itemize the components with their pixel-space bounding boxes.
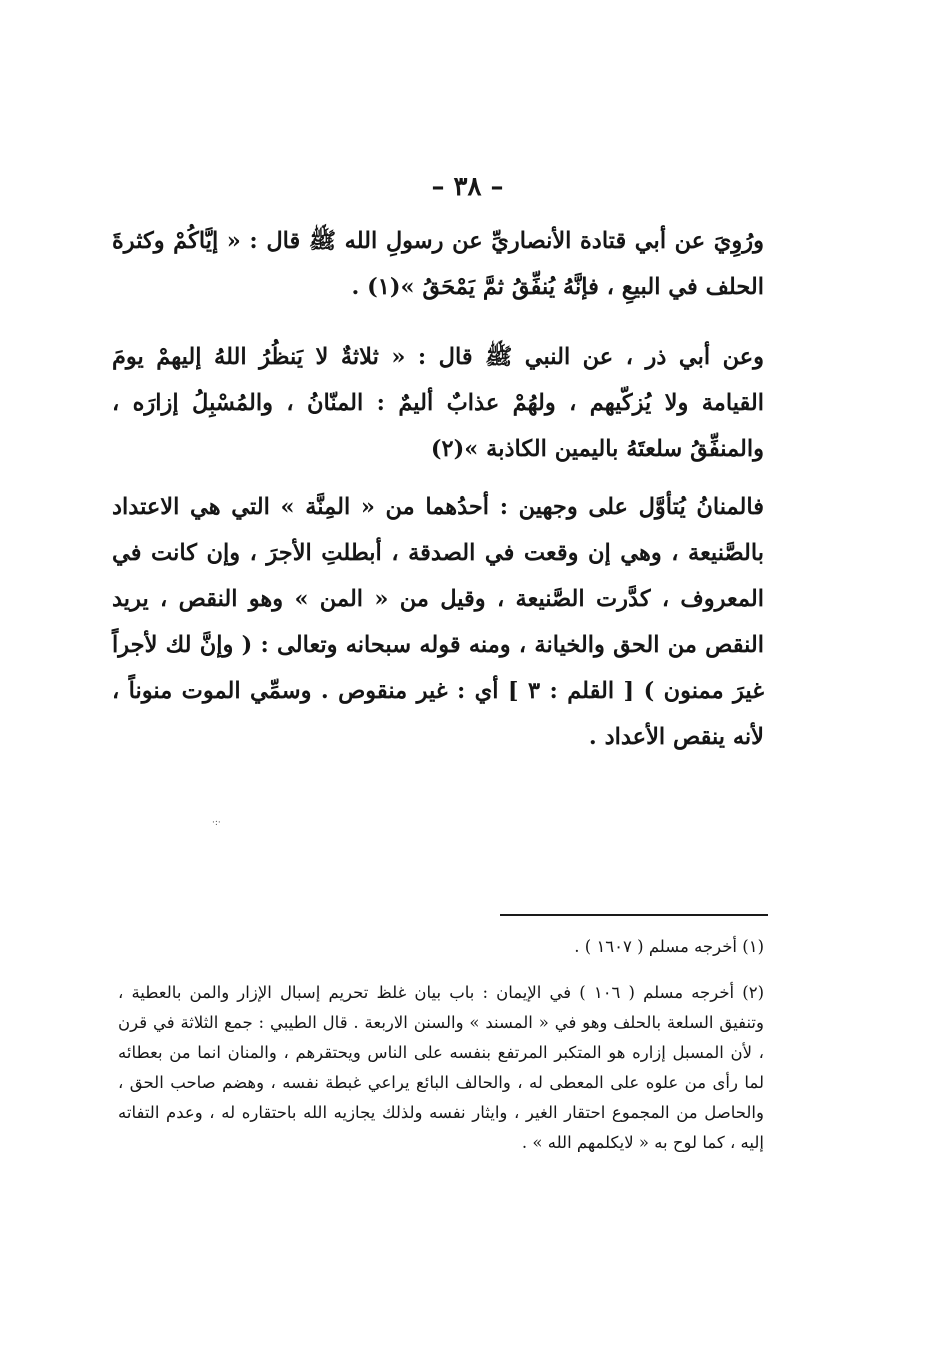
paragraph-text: وعن أبي ذر ، عن النبي ﷺ قال : « ثلاثةٌ لا يَنظُرُ اللهُ إليهمْ يومَ القيامة ولا يُزكّيهم ، ولهُمْ عذابٌ أليمٌ : المنّانُ ، والمُسْبِلُ إزارَه ، والمنفِّقُ سلعتَهُ باليمين الكاذبة »(٢): [112, 344, 764, 462]
scan-speck: ·:·: [212, 818, 221, 828]
footnote-text: (١) أخرجه مسلم ( ١٦٠٧ ) .: [574, 937, 764, 956]
paragraph-hadith-abu-qatada: [112, 218, 764, 310]
paragraph-explanation-mannan: [112, 484, 764, 760]
page-number: – ٣٨ –: [431, 172, 504, 202]
footnote-text: (٢) أخرجه مسلم ( ١٠٦ ) في الإيمان : باب بيان غلظ تحريم إسبال الإزار والمن بالعطية ، وتنفيق السلعة بالحلف وهو في « المسند » والسنن الاربعة . قال الطيبي : جمع الثلاثة في قرن ، لأن المسبل إزاره هو المتكبر المرتفع بنفسه على الناس ويحتقرهم ، والمنان انما من بعطائه لما رأى من علوه على المعطى له ، والحالف البائع يراعي غبطة نفسه ، وهضم صاحب الحق ، والحاصل من المجموع احتقار الغير ، وايثار نفسه ولذلك يجازيه الله باحتقاره له ، وعدم التفاته إليه ، كما لوح به « لايكلمهم الله » .: [118, 983, 764, 1152]
paragraph-text: فالمنانُ يُتأوَّل على وجهين : أحدُهما من « المِنَّة » التي هي الاعتداد بالصَّنيعة ، وهي إن وقعت في الصدقة ، أبطلتِ الأجرَ ، وإن كانت في المعروف ، كدَّرت الصَّنيعة ، وقيل من « المن » وهو النقص ، يريد النقص من الحق والخيانة ، ومنه قوله سبحانه وتعالى : ( وإنَّ لك لأجراً غيرَ ممنون ) [ القلم : ٣ ] أي : غير منقوص . وسمِّي الموت منوناً ، لأنه ينقص الأعداد .: [112, 494, 764, 750]
footnote-2: [118, 978, 764, 1158]
footnote-1: [118, 932, 764, 962]
footnote-separator: [500, 914, 768, 916]
paragraph-hadith-abu-dharr: [112, 334, 764, 472]
paragraph-text: ورُوِيَ عن أبي قتادة الأنصاريِّ عن رسولِ الله ﷺ قال : « إيَّاكُمْ وكثرةَ الحلف في البيعِ ، فإنَّهُ يُنفِّقُ ثمَّ يَمْحَقُ »(١) .: [112, 228, 764, 300]
